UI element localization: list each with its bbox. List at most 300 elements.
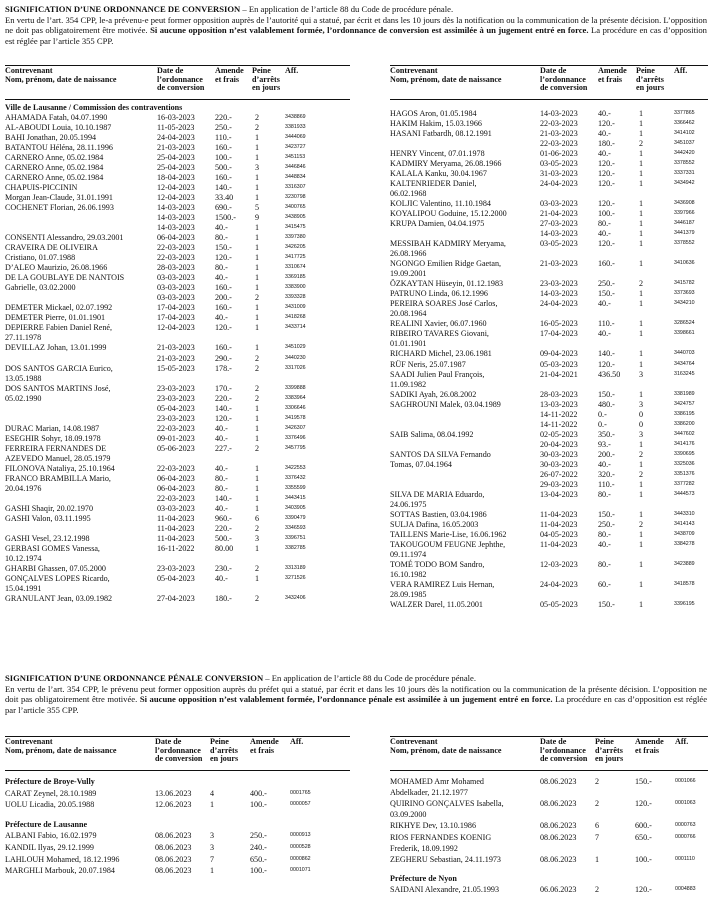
cell-days: 2: [255, 443, 260, 453]
cell-date: 14-03-2023: [157, 213, 195, 223]
cell-name: UOLU Licadia, 20.05.1988: [5, 800, 95, 810]
cell-days: 1: [255, 483, 260, 493]
cell-name: SAIB Salima, 08.04.1992: [390, 429, 474, 439]
cell-name: 27.11.1978: [5, 333, 42, 343]
cell-days: 1: [255, 493, 260, 503]
cell-amount: 40.-: [215, 573, 228, 583]
cell-date: 14-03-2023: [540, 109, 578, 118]
cell-date: 22-03-2023: [157, 253, 195, 263]
cell-name: DURAC Marian, 14.08.1987: [5, 423, 100, 433]
cell-date: 16-05-2023: [540, 319, 578, 329]
cell-days: 3: [255, 163, 260, 173]
cell-amount: 80.-: [215, 473, 228, 483]
cell-amount: 140.-: [215, 493, 232, 503]
cell-aff: 3377865: [674, 110, 695, 116]
cell-date: 08.06.2023: [155, 831, 192, 841]
cell-name: QUIRINO GONÇALVES Isabella,: [390, 799, 504, 809]
cell-aff: 3377282: [674, 480, 695, 487]
cell-days: 2: [595, 884, 600, 894]
cell-days: 2: [255, 363, 260, 373]
cell-aff: 3446846: [285, 164, 306, 171]
cell-name: SADIKI Ayah, 26.08.2002: [390, 389, 477, 399]
cell-days: 1: [639, 459, 644, 469]
cell-amount: 650.-: [635, 832, 652, 842]
cell-days: 1: [639, 529, 644, 539]
cell-amount: 120.-: [215, 413, 232, 423]
cell-amount: 40.-: [598, 459, 611, 469]
header-name: Contrevenant Nom, prénom, date de naissance: [390, 66, 502, 84]
cell-amount: 80.00: [215, 543, 234, 553]
cell-days: 1: [639, 579, 644, 589]
header-amount: Amende et frais: [250, 737, 279, 755]
cell-name: TOMÉ TODO BOM Sandro,: [390, 559, 485, 569]
header-aff: Aff.: [285, 66, 299, 75]
header-name: Contrevenant Nom, prénom, date de naissance: [390, 737, 502, 755]
cell-days: 1: [639, 109, 644, 118]
cell-name: Abdelkader, 21.12.1977: [390, 788, 468, 798]
cell-name: DEMETER Mickael, 02.07.1992: [5, 303, 113, 313]
cell-aff: 3286524: [674, 320, 695, 327]
cell-name: REALINI Xavier, 06.07.1960: [390, 319, 487, 329]
cell-date: 21-03-2023: [540, 129, 578, 139]
cell-name: BAHI Jonathan, 20.05.1994: [5, 133, 97, 143]
table-header-rule: [5, 770, 350, 771]
table-top-rule: [5, 736, 350, 737]
cell-name: 19.09.2001: [390, 269, 427, 279]
cell-amount: 250.-: [598, 279, 615, 289]
notice-penal-intro: [5, 673, 707, 715]
table-top-rule: [390, 65, 708, 66]
cell-name: 20.04.1976: [5, 483, 42, 493]
cell-amount: 120.-: [635, 799, 652, 809]
cell-name: CARAT Zeynel, 28.10.1989: [5, 788, 97, 798]
cell-amount: 110.-: [598, 319, 615, 329]
cell-days: 1: [255, 153, 260, 163]
cell-aff: 3373693: [674, 290, 695, 297]
notice-conversion-title: SIGNIFICATION D’UNE ORDONNANCE DE CONVERSION: [5, 4, 241, 14]
cell-date: 06-04-2023: [157, 473, 195, 483]
cell-days: 1: [639, 289, 644, 299]
cell-name: GASHI Vesel, 23.12.1998: [5, 533, 90, 543]
cell-days: 1: [255, 463, 260, 473]
cell-date: 12-04-2023: [157, 323, 195, 333]
cell-amount: 40.-: [598, 129, 611, 139]
cell-aff: 3447602: [674, 430, 695, 437]
cell-days: 2: [255, 563, 260, 573]
cell-name: GHARBI Ghassen, 07.05.2000: [5, 563, 106, 573]
cell-name: NGONGO Emilien Ridge Gaetan,: [390, 259, 502, 269]
cell-name: GERBASI GOMES Vanessa,: [5, 543, 100, 553]
cell-date: 09-01-2023: [157, 433, 195, 443]
cell-aff: 3436908: [674, 200, 695, 207]
cell-name: Frederik, 18.09.1992: [390, 843, 458, 853]
cell-date: 24-04-2023: [157, 133, 195, 143]
cell-aff: 3376496: [285, 434, 306, 441]
header-days: Peine d’arrêts en jours: [636, 66, 665, 93]
cell-date: 13-03-2023: [540, 399, 578, 409]
cell-date: 21-04-2023: [540, 209, 578, 219]
cell-date: 22-03-2023: [540, 119, 578, 129]
cell-aff: 0004883: [675, 885, 696, 892]
cell-aff: 3271526: [285, 574, 306, 581]
cell-amount: 80.-: [598, 559, 611, 569]
cell-amount: 80.-: [215, 233, 228, 243]
cell-amount: 500.-: [215, 533, 232, 543]
cell-days: 2: [255, 593, 260, 603]
header-days: Peine d’arrêts en jours: [595, 737, 624, 764]
cell-date: 06-04-2023: [157, 233, 195, 243]
cell-amount: 120.-: [598, 179, 615, 189]
cell-date: 02-05-2023: [540, 429, 578, 439]
cell-days: 1: [639, 229, 644, 239]
cell-date: 23-03-2023: [540, 279, 578, 289]
cell-date: 09-04-2023: [540, 349, 578, 359]
cell-aff: 3444069: [285, 134, 306, 141]
cell-aff: 3446187: [674, 220, 695, 227]
cell-date: 21-03-2023: [157, 343, 195, 353]
cell-aff: 3382785: [285, 544, 306, 551]
cell-name: ALBANI Fabio, 16.02.1979: [5, 831, 97, 841]
cell-date: 22-03-2023: [157, 463, 195, 473]
cell-aff: 3448834: [285, 174, 306, 181]
cell-date: 03-03-2023: [540, 199, 578, 209]
cell-amount: 150.-: [635, 777, 652, 786]
cell-date: 14-03-2023: [540, 229, 578, 239]
cell-days: 1: [639, 219, 644, 229]
cell-amount: 120.-: [215, 323, 232, 333]
cell-aff: 3383900: [285, 284, 306, 291]
cell-date: 08.06.2023: [155, 854, 192, 864]
cell-aff: 3403905: [285, 504, 306, 511]
cell-amount: 690.-: [215, 203, 232, 213]
cell-amount: 40.-: [215, 423, 228, 433]
cell-name: HAKIM Hakim, 15.03.1966: [390, 119, 482, 129]
cell-date: 12-03-2023: [540, 559, 578, 569]
cell-aff: 3316307: [285, 184, 306, 191]
cell-name: ZEGHERU Sebastian, 24.11.1973: [390, 854, 501, 864]
cell-days: 1: [255, 243, 260, 253]
cell-days: 1: [255, 503, 260, 513]
cell-amount: 140.-: [598, 349, 615, 359]
cell-name: LAHLOUH Mohamed, 18.12.1996: [5, 854, 120, 864]
cell-aff: 3390695: [674, 450, 695, 457]
cell-name: HAGOS Aron, 01.05.1984: [390, 109, 477, 118]
cell-amount: 150.-: [598, 509, 615, 519]
cell-aff: 3442420: [674, 150, 695, 157]
cell-amount: 40.-: [598, 329, 611, 339]
cell-days: 5: [255, 203, 260, 213]
cell-name: Gabrielle, 03.02.2000: [5, 283, 76, 293]
cell-amount: 120.-: [215, 253, 232, 263]
cell-amount: 200.-: [598, 449, 615, 459]
cell-days: 1: [255, 133, 260, 143]
cell-days: 1: [255, 323, 260, 333]
cell-name: AHAMADA Fatah, 04.07.1990: [5, 113, 108, 123]
cell-name: BATANTOU Héléna, 28.11.1996: [5, 143, 113, 153]
cell-date: 23-03-2023: [157, 413, 195, 423]
cell-days: 1: [255, 433, 260, 443]
cell-amount: 40.-: [598, 229, 611, 239]
cell-name: AL-ABOUDI Louia, 10.10.1987: [5, 123, 112, 133]
cell-name: ÖZKAYTAN Hüseyin, 01.12.1983: [390, 279, 504, 289]
cell-name: 16.10.1982: [390, 569, 427, 579]
cell-amount: 100.-: [250, 800, 267, 810]
cell-days: 3: [639, 369, 644, 379]
cell-amount: 40.-: [598, 299, 611, 309]
cell-amount: 240.-: [250, 843, 267, 852]
cell-days: 2: [255, 123, 260, 133]
header-amount: Amende et frais: [635, 737, 664, 755]
cell-amount: 160.-: [215, 143, 232, 153]
cell-days: 2: [639, 449, 644, 459]
cell-date: 03-03-2023: [157, 293, 195, 303]
header-aff: Aff.: [674, 66, 688, 75]
header-aff: Aff.: [290, 737, 304, 746]
cell-amount: 150.-: [598, 599, 615, 609]
cell-amount: 0.-: [598, 409, 607, 419]
cell-amount: 480.-: [598, 399, 615, 409]
cell-name: GASHI Shaqir, 20.02.1970: [5, 503, 94, 513]
cell-amount: 120.-: [598, 159, 615, 169]
cell-days: 1: [255, 473, 260, 483]
cell-aff: 3415782: [674, 280, 695, 287]
cell-aff: 3386195: [674, 410, 695, 417]
cell-name: PATRUNO Linda, 06.12.1996: [390, 289, 488, 299]
cell-aff: 0000913: [290, 832, 311, 839]
cell-aff: 3440230: [285, 354, 306, 361]
cell-name: CARNERO Anne, 05.02.1984: [5, 163, 104, 173]
cell-amount: 93.-: [598, 439, 611, 449]
cell-aff: 0001071: [290, 867, 311, 874]
table-header-rule: [5, 99, 350, 100]
cell-date: 22-03-2023: [157, 243, 195, 253]
header-amount: Amende et frais: [598, 66, 627, 84]
cell-aff: 3433714: [285, 324, 306, 331]
cell-days: 1: [255, 283, 260, 293]
cell-days: 7: [210, 854, 215, 864]
cell-days: 1: [639, 199, 644, 209]
cell-name: 05.02.1990: [5, 393, 42, 403]
cell-days: 1: [255, 573, 260, 583]
cell-aff: 0000057: [290, 801, 311, 808]
cell-name: FERREIRA FERNANDES DE: [5, 443, 107, 453]
cell-aff: 3418578: [674, 580, 695, 587]
cell-amount: 290.-: [215, 353, 232, 363]
cell-date: 29-03-2023: [540, 479, 578, 489]
cell-date: 24-04-2023: [540, 179, 578, 189]
cell-aff: 3434210: [674, 300, 695, 307]
cell-aff: 3317026: [285, 364, 306, 371]
cell-name: KALALA Kanku, 30.04.1967: [390, 169, 487, 179]
cell-name: DOS SANTOS MARTINS José,: [5, 383, 111, 393]
cell-days: 1: [639, 259, 644, 269]
header-date: Date de l’ordonnance de conversion: [155, 737, 203, 764]
cell-aff: 3313189: [285, 564, 306, 571]
cell-aff: 3410636: [674, 260, 695, 267]
cell-date: 05-04-2023: [157, 403, 195, 413]
cell-date: 21-03-2023: [157, 353, 195, 363]
cell-amount: 33.40: [215, 193, 234, 203]
cell-days: 1: [639, 129, 644, 139]
header-days: Peine d’arrêts en jours: [210, 737, 239, 764]
cell-date: 25-04-2023: [157, 153, 195, 163]
cell-date: 11-04-2023: [540, 519, 578, 529]
header-date: Date de l’ordonnance de conversion: [157, 66, 205, 93]
cell-name: HENRY Vincent, 07.01.1978: [390, 149, 485, 159]
cell-name: SAGHROUNI Malek, 03.04.1989: [390, 399, 501, 409]
cell-aff: 3434942: [674, 180, 695, 187]
cell-aff: 3457795: [285, 444, 306, 451]
cell-days: 1: [255, 173, 260, 183]
cell-name: 15.04.1991: [5, 583, 42, 593]
cell-days: 6: [255, 513, 260, 523]
cell-date: 03-03-2023: [157, 273, 195, 283]
cell-days: 1: [639, 599, 644, 609]
cell-date: 13-04-2023: [540, 489, 578, 499]
cell-amount: 110.-: [598, 479, 615, 489]
cell-name: TAILLENS Marie-Lise, 16.06.1962: [390, 529, 507, 539]
cell-date: 17-04-2023: [157, 303, 195, 313]
cell-aff: 0001063: [675, 800, 696, 807]
cell-name: KOLJIC Valentino, 11.10.1984: [390, 199, 491, 209]
cell-days: 7: [595, 832, 600, 842]
notice-conversion-subtitle: – En application de l’article 88 du Code de procédure pénale.: [240, 4, 454, 14]
cell-days: 1: [639, 169, 644, 179]
cell-days: 1: [639, 329, 644, 339]
cell-days: 3: [255, 533, 260, 543]
cell-amount: 180.-: [215, 593, 232, 603]
cell-date: 08.06.2023: [540, 799, 577, 809]
cell-aff: 3438905: [285, 214, 306, 221]
cell-date: 08.06.2023: [540, 832, 577, 842]
cell-name: KRUPA Damien, 04.04.1975: [390, 219, 485, 229]
cell-date: 08.06.2023: [155, 866, 192, 876]
cell-amount: 40.-: [598, 539, 611, 549]
cell-name: DEVILLAZ Johan, 13.01.1999: [5, 343, 107, 353]
cell-aff: 3417725: [285, 254, 306, 261]
cell-name: MESSIBAH KADMIRY Meryama,: [390, 239, 506, 249]
cell-days: 1: [639, 489, 644, 499]
cell-amount: 80.-: [598, 489, 611, 499]
cell-name: ESEGHIR Sohyr, 18.09.1978: [5, 433, 101, 443]
cell-amount: 436.50: [598, 369, 621, 379]
cell-days: 1: [255, 143, 260, 153]
cell-aff: 3423727: [285, 144, 306, 151]
cell-name: DEMETER Pierre, 01.01.1901: [5, 313, 106, 323]
cell-amount: 80.-: [215, 483, 228, 493]
cell-aff: 3418268: [285, 314, 306, 321]
cell-date: 16-11-2022: [157, 543, 195, 553]
cell-name: SAADI Julien Paul François,: [390, 369, 485, 379]
cell-name: MARGHLI Marbouk, 20.07.1984: [5, 866, 115, 876]
cell-amount: 80.-: [598, 529, 611, 539]
cell-date: 16-03-2023: [157, 113, 195, 123]
cell-date: 28-03-2023: [157, 263, 195, 273]
cell-amount: 140.-: [215, 403, 232, 413]
cell-days: 4: [210, 788, 215, 798]
cell-amount: 220.-: [215, 393, 232, 403]
cell-date: 31-03-2023: [540, 169, 578, 179]
cell-aff: 3443415: [285, 494, 306, 501]
cell-aff: 3397380: [285, 234, 306, 241]
cell-date: 13.06.2023: [155, 788, 192, 798]
cell-date: 11-04-2023: [157, 523, 195, 533]
cell-date: 05-03-2023: [540, 359, 578, 369]
cell-date: 03-03-2023: [157, 503, 195, 513]
cell-date: 12.06.2023: [155, 800, 192, 810]
cell-aff: 3400765: [285, 204, 306, 211]
cell-aff: 3355599: [285, 484, 306, 491]
cell-date: 04-05-2023: [540, 529, 578, 539]
cell-amount: 160.-: [215, 343, 232, 353]
cell-aff: 3396195: [674, 600, 695, 607]
cell-name: TAKOUGOUM FEUGNE Jephthe,: [390, 539, 506, 549]
cell-date: 01-06-2023: [540, 149, 578, 159]
cell-amount: 100.-: [215, 153, 232, 163]
cell-days: 2: [255, 353, 260, 363]
cell-name: MOHAMED Amr Mohamed: [390, 777, 484, 786]
cell-amount: 160.-: [215, 303, 232, 313]
header-name: Contrevenant Nom, prénom, date de naissance: [5, 737, 117, 755]
cell-aff: 3426307: [285, 424, 306, 431]
cell-days: 1: [255, 223, 260, 233]
cell-amount: 160.-: [215, 283, 232, 293]
cell-aff: 3414102: [674, 130, 695, 137]
cell-aff: 3441379: [674, 230, 695, 237]
cell-date: 08.06.2023: [540, 821, 577, 831]
cell-name: DE LA GOUBLAYE DE NANTOIS: [5, 273, 125, 283]
cell-aff: 3393328: [285, 294, 306, 301]
cell-name: AZEVEDO Manuel, 28.05.1979: [5, 453, 111, 463]
cell-amount: 650.-: [250, 854, 267, 864]
cell-name: Cristiano, 01.07.1988: [5, 253, 76, 263]
cell-days: 1: [255, 193, 260, 203]
cell-name: 10.12.1974: [5, 553, 42, 563]
cell-amount: 220.-: [215, 523, 232, 533]
cell-name: Tomas, 07.04.1964: [390, 459, 452, 469]
cell-name: 13.05.1988: [5, 373, 42, 383]
cell-name: KADMIRY Meryama, 26.08.1966: [390, 159, 502, 169]
section-title: Préfecture de Lausanne: [5, 819, 88, 829]
cell-amount: 250.-: [215, 123, 232, 133]
cell-name: CHAPUIS-PICCININ: [5, 183, 78, 193]
cell-name: 06.02.1968: [390, 189, 427, 199]
cell-date: 08.06.2023: [540, 777, 577, 786]
cell-days: 1: [639, 509, 644, 519]
cell-aff: 3325036: [674, 460, 695, 467]
cell-name: KOYALIPOU Goduine, 15.12.2000: [390, 209, 507, 219]
cell-aff: 3414176: [674, 440, 695, 447]
cell-amount: 40.-: [598, 109, 611, 118]
cell-date: 08.06.2023: [540, 854, 577, 864]
cell-aff: 3376432: [285, 474, 306, 481]
cell-amount: 320.-: [598, 469, 615, 479]
cell-aff: 3440703: [674, 350, 695, 357]
cell-aff: 3431009: [285, 304, 306, 311]
cell-date: 22-03-2023: [540, 139, 578, 149]
cell-date: 08.06.2023: [155, 843, 192, 852]
cell-name: RÜF Neris, 25.07.1987: [390, 359, 466, 369]
cell-amount: 80.-: [215, 263, 228, 273]
cell-aff: 3451029: [285, 344, 306, 351]
cell-days: 1: [639, 239, 644, 249]
cell-date: 11-04-2023: [157, 513, 195, 523]
cell-date: 15-05-2023: [157, 363, 195, 373]
cell-amount: 178.-: [215, 363, 232, 373]
cell-aff: 3444573: [674, 490, 695, 497]
cell-name: 01.01.1901: [390, 339, 427, 349]
cell-days: 1: [639, 179, 644, 189]
